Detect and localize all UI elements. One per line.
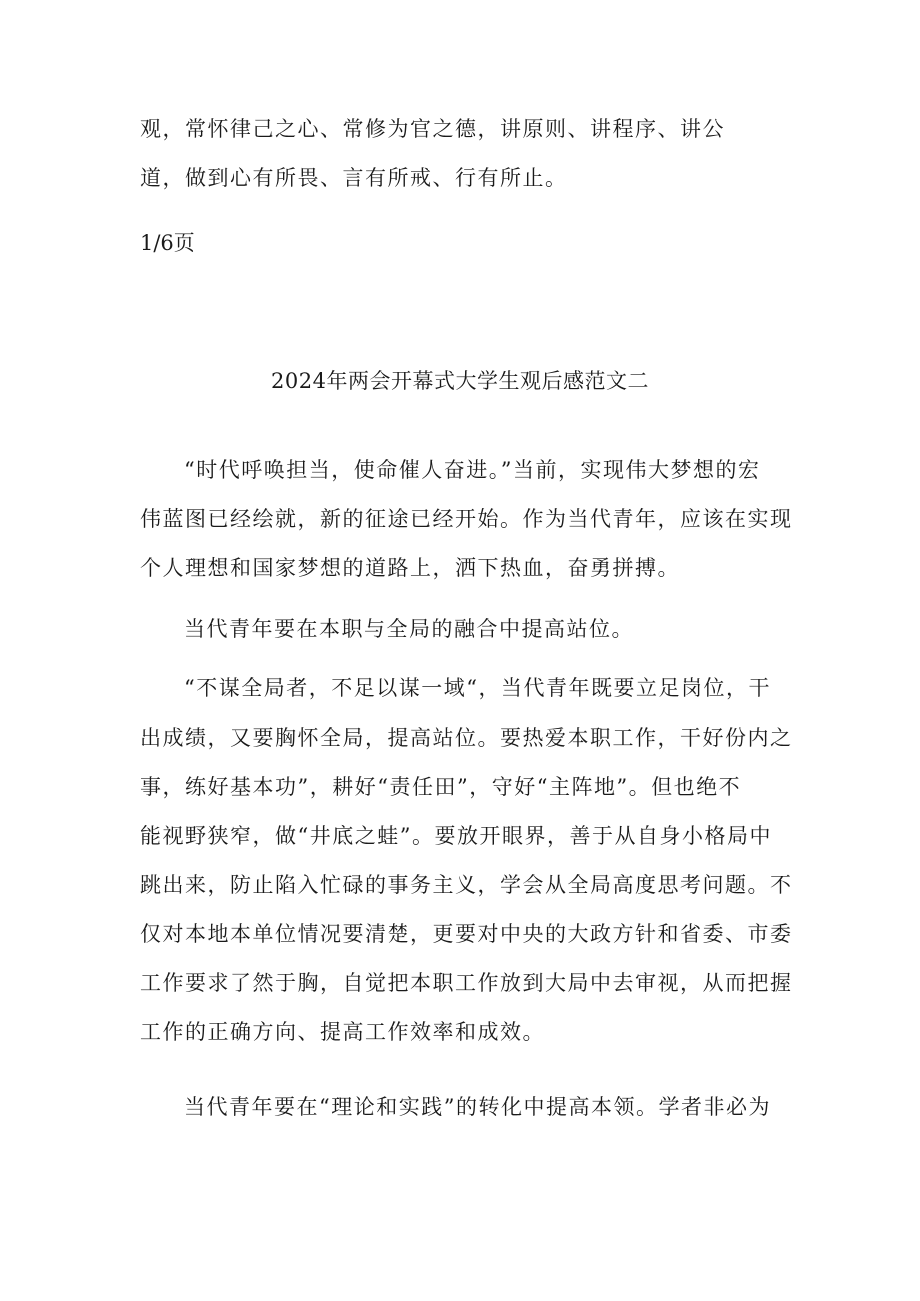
paragraph-2-line-1: 当代青年要在本职与全局的融合中提高站位。 [184, 617, 634, 641]
paragraph-3-line-8: 工作的正确方向、提高工作效率和成效。 [140, 1020, 545, 1044]
paragraph-3-line-1: “不谋全局者，不足以谋一域“，当代青年既要立足岗位，干 [184, 676, 771, 700]
paragraph-3-line-4: 能视野狭窄，做“井底之蛙”。要放开眼界，善于从自身小格局中 [140, 824, 772, 848]
paragraph-1-line-3: 个人理想和国家梦想的道路上，洒下热血，奋勇拼搏。 [140, 556, 680, 580]
paragraph-3-line-6: 仅对本地本单位情况要清楚，更要对中央的大政方针和省委、市委 [140, 922, 793, 946]
paragraph-1-line-2: 伟蓝图已经绘就，新的征途已经开始。作为当代青年，应该在实现 [140, 507, 793, 531]
carryover-line-1: 观，常怀律己之心、常修为官之德，讲原则、讲程序、讲公 [140, 117, 725, 141]
article-title: 2024年两会开幕式大学生观后感范文二 [271, 369, 649, 393]
paragraph-3-line-5: 跳出来，防止陷入忙碌的事务主义，学会从全局高度思考问题。不 [140, 873, 793, 897]
page-number: 1/6页 [140, 231, 195, 255]
paragraph-4-line-1: 当代青年要在“理论和实践”的转化中提高本领。学者非必为 [184, 1095, 771, 1119]
carryover-line-2: 道，做到心有所畏、言有所戒、行有所止。 [140, 166, 568, 190]
paragraph-3-line-3: 事，练好基本功”，耕好“责任田”，守好“主阵地”。但也绝不 [140, 775, 742, 799]
paragraph-3-line-7: 工作要求了然于胸，自觉把本职工作放到大局中去审视，从而把握 [140, 971, 793, 995]
paragraph-1-line-1: “时代呼唤担当，使命催人奋进。”当前，实现伟大梦想的宏 [184, 458, 761, 482]
paragraph-3-line-2: 出成绩，又要胸怀全局，提高站位。要热爱本职工作，干好份内之 [140, 726, 793, 750]
